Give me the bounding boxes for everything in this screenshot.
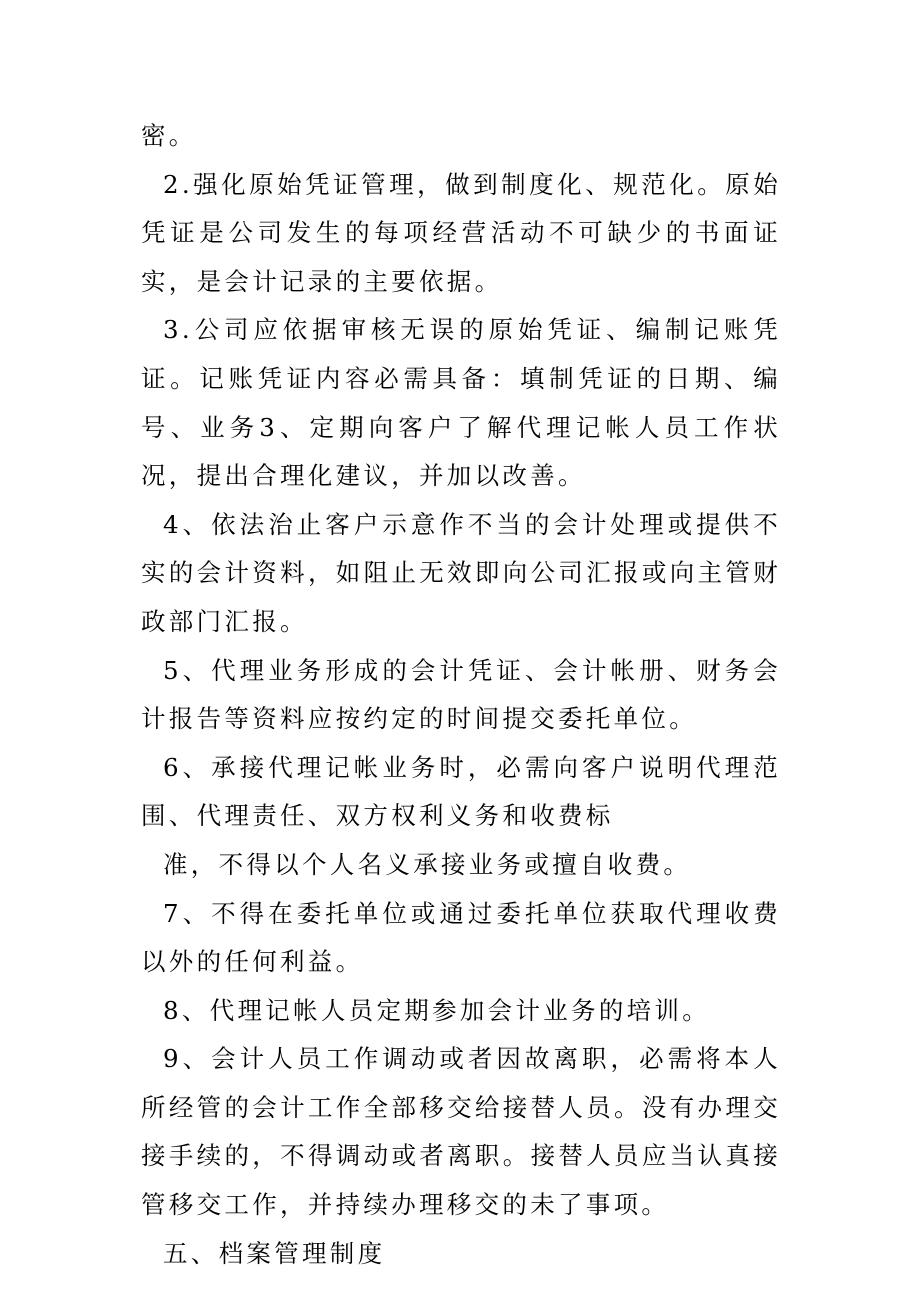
paragraph-item-3: 3.公司应依据审核无误的原始凭证、编制记账凭证。记账凭证内容必需具备：填制凭证的日期、编号、业务3、定期向客户了解代理记帐人员工作状况，提出合理化建议，并加以改善。 — [141, 315, 781, 491]
paragraph-item-6: 6、承接代理记帐业务时，必需向客户说明代理范围、代理责任、双方权利义务和收费标 — [141, 752, 781, 831]
paragraph-item-5: 5、代理业务形成的会计凭证、会计帐册、财务会计报告等资料应按约定的时间提交委托单位。 — [141, 655, 781, 734]
paragraph-item-8: 8、代理记帐人员定期参加会计业务的培训。 — [163, 995, 711, 1025]
paragraph-item-4: 4、依法治止客户示意作不当的会计处理或提供不实的会计资料，如阻止无效即向公司汇报或向主管财政部门汇报。 — [141, 509, 781, 636]
paragraph-continuation: 密。 — [141, 121, 197, 150]
paragraph-item-6-continued: 准，不得以个人名义承接业务或擅自收费。 — [163, 849, 692, 879]
section-heading: 五、档案管理制度 — [163, 1238, 386, 1268]
paragraph-item-7: 7、不得在委托单位或通过委托单位获取代理收费以外的任何利益。 — [141, 898, 781, 977]
paragraph-item-9: 9、会计人员工作调动或者因故离职，必需将本人所经管的会计工作全部移交给接替人员。没有办理交接手续的，不得调动或者离职。接替人员应当认真接管移交工作，并持续办理移交的未了事项。 — [141, 1044, 781, 1220]
document-body — [141, 112, 781, 1278]
paragraph-item-2: 2.强化原始凭证管理，做到制度化、规范化。原始凭证是公司发生的每项经营活动不可缺少的书面证实，是会计记录的主要依据。 — [141, 169, 781, 296]
